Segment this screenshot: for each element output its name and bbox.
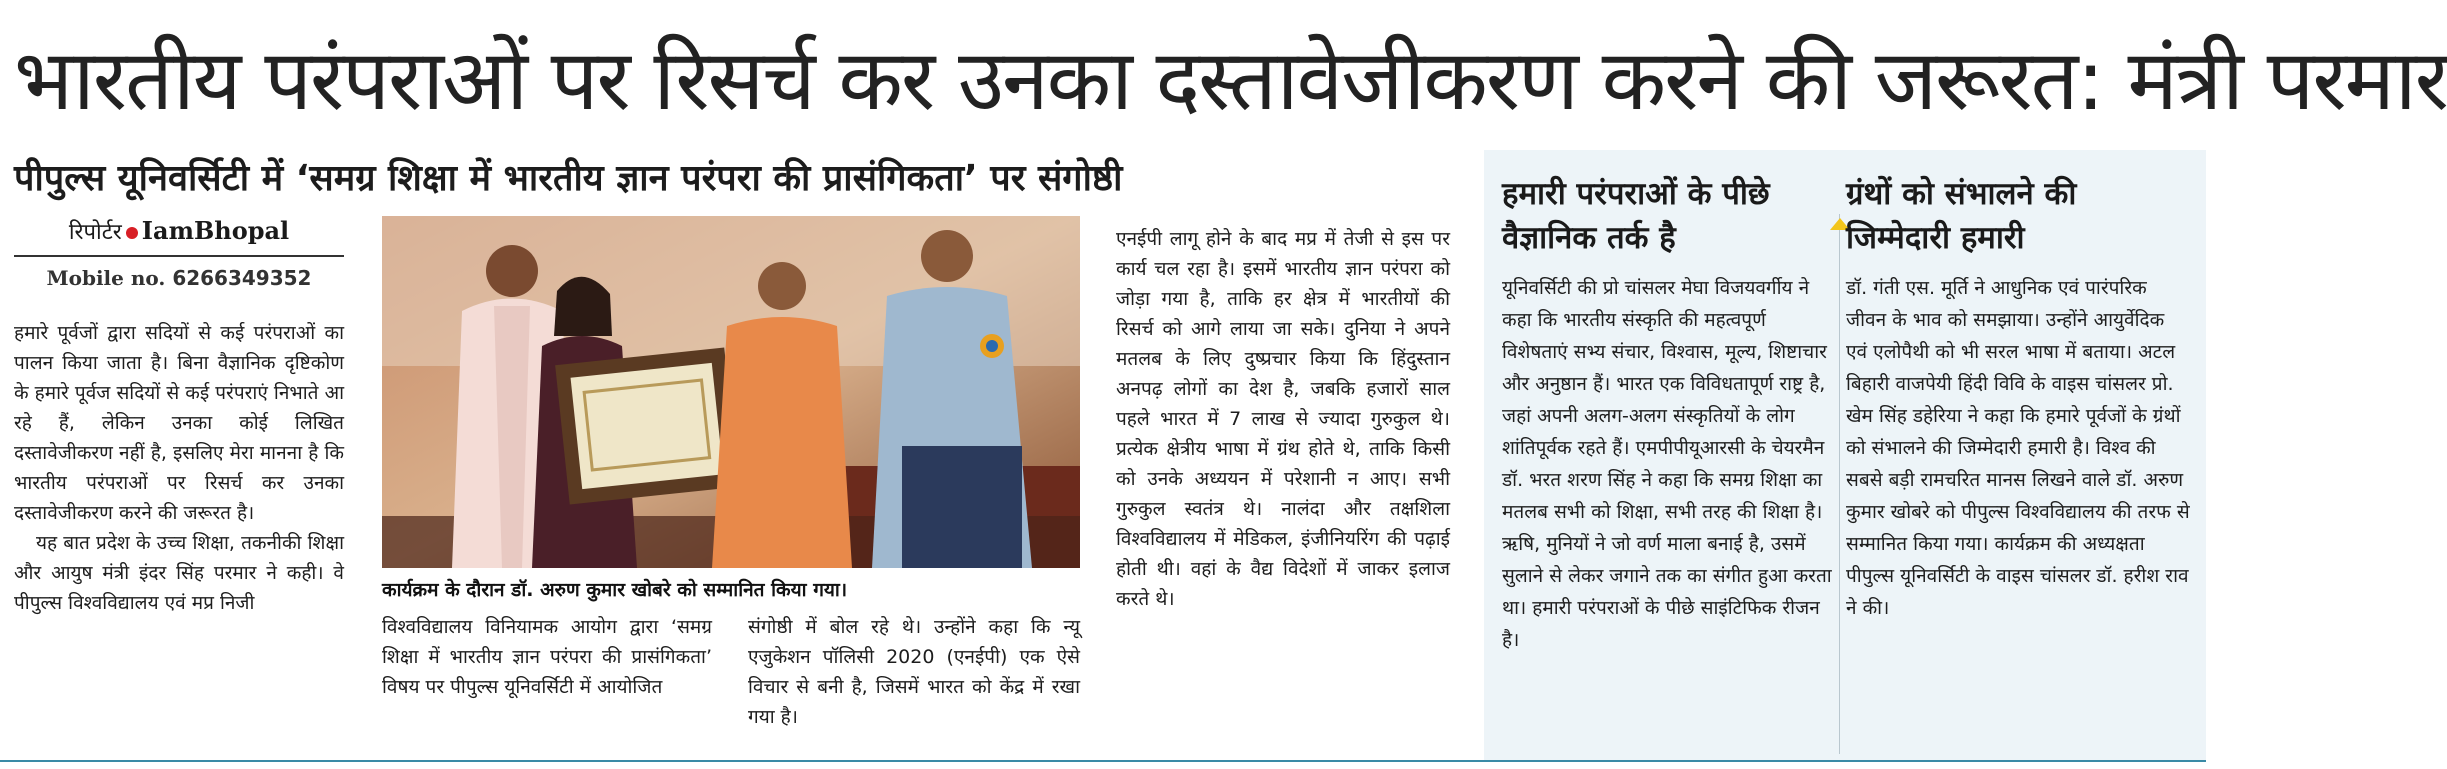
article-column-4 <box>1116 224 1450 744</box>
sidebar-box-2 <box>1846 172 2191 742</box>
article-column-1 <box>14 318 344 738</box>
sidebar-divider <box>1839 214 1840 754</box>
col1-paragraph-1: हमारे पूर्वजों द्वारा सदियों से कई परंपराओं का पालन किया जाता है। बिना वैज्ञानिक दृष्टिकोण के हमारे पूर्वज सदियों से कई परंपराएं निभाते आ रहे हैं, लेकिन उनका कोई लिखित दस्तावेजीकरण नहीं है, इसलिए मेरा मानना है कि भारतीय परंपराओं पर रिसर्च कर उनका दस्तावेजीकरण करने की जरूरत है। <box>14 322 344 524</box>
sidebar-box-1-body: यूनिवर्सिटी की प्रो चांसलर मेघा विजयवर्गीय ने कहा कि भारतीय संस्कृति की महत्वपूर्ण विशेषताएं सभ्य संचार, विश्वास, मूल्य, शिष्टाचार और अनुष्ठान हैं। भारत एक विविधतापूर्ण राष्ट्र है, जहां अपनी अलग-अलग संस्कृतियों के लोग शांतिपूर्वक रहते हैं। एमपीपीयूआरसी के चेयरमैन डॉ. भरत शरण सिंह ने कहा कि समग्र शिक्षा का मतलब सभी को शिक्षा, सभी तरह की शिक्षा है। ऋषि, मुनियों ने जो वर्ण माला बनाई है, उसमें सुलाने से लेकर जगाने तक का संगीत हुआ करता था। हमारी परंपराओं के पीछे साइंटिफिक रीजन है। <box>1502 277 1832 651</box>
mobile-label: Mobile no. <box>46 266 166 290</box>
reporter-line <box>14 215 344 249</box>
article-column-3 <box>748 612 1080 742</box>
col1-paragraph-2: यह बात प्रदेश के उच्च शिक्षा, तकनीकी शिक्षा और आयुष मंत्री इंदर सिंह परमार ने कही। वे पीपुल्स विश्वविद्यालय एवं मप्र निजी <box>14 532 344 614</box>
col2-paragraph: विश्वविद्यालय विनियामक आयोग द्वारा ‘समग्र शिक्षा में भारतीय ज्ञान परंपरा की प्रासंगिकता’ विषय पर पीपुल्स यूनिवर्सिटी में आयोजित <box>382 616 712 698</box>
byline-rule <box>14 255 344 257</box>
col4-paragraph: एनईपी लागू होने के बाद मप्र में तेजी से इस पर कार्य चल रहा है। इसमें भारतीय ज्ञान परंपरा को जोड़ा गया है, ताकि हर क्षेत्र में भारतीयों की रिसर्च को आगे लाया जा सके। दुनिया ने अपने मतलब के लिए दुष्प्रचार किया कि हिंदुस्तान अनपढ़ लोगों का देश है, जबकि हजारों साल पहले भारत में 7 लाख से ज्यादा गुरुकुल थे। प्रत्येक क्षेत्रीय भाषा में ग्रंथ होते थे, ताकि किसी को उनके अध्ययन में परेशानी न आए। सभी गुरुकुल स्वतंत्र थे। नालंदा और तक्षशिला विश्वविद्यालय में मेडिकल, इंजीनियरिंग की पढ़ाई होती थी। वहां के वैद्य विदेशों में जाकर इलाज करते थे। <box>1116 228 1450 610</box>
reporter-label: रिपोर्टर <box>68 220 122 245</box>
sidebar-box-1 <box>1502 172 1836 742</box>
sidebar-box-1-heading: हमारी परंपराओं के पीछे वैज्ञानिक तर्क है <box>1502 176 1770 256</box>
mobile-number: 6266349352 <box>172 266 312 290</box>
bottom-rule <box>0 760 2206 762</box>
event-photo <box>382 216 1080 568</box>
photo-caption: कार्यक्रम के दौरान डॉ. अरुण कुमार खोबरे को सम्मानित किया गया। <box>382 579 848 601</box>
byline <box>14 215 344 293</box>
mobile-line <box>14 263 344 293</box>
sidebar-box-2-body: डॉ. गंती एस. मूर्ति ने आधुनिक एवं पारंपरिक जीवन के भाव को समझाया। उन्होंने आयुर्वेदिक एवं एलोपैथी को भी सरल भाषा में बताया। अटल बिहारी वाजपेयी हिंदी विवि के वाइस चांसलर प्रो. खेम सिंह डहेरिया ने कहा कि हमारे पूर्वजों के ग्रंथों को संभालने की जिम्मेदारी हमारी है। विश्व की सबसे बड़ी रामचरित मानस लिखने वाले डॉ. अरुण कुमार खोबरे को पीपुल्स विश्वविद्यालय की तरफ से सम्मानित किया गया। कार्यक्रम की अध्यक्षता पीपुल्स यूनिवर्सिटी के वाइस चांसलर डॉ. हरीश राव ने की। <box>1846 277 2190 619</box>
article-column-2 <box>382 612 712 742</box>
subheadline: पीपुल्स यूनिवर्सिटी में ‘समग्र शिक्षा में भारतीय ज्ञान परंपरा की प्रासंगिकता’ पर संगोष्ठी <box>14 158 1123 199</box>
reporter-site: IamBhopal <box>141 216 290 245</box>
sidebar-box-2-heading: ग्रंथों को संभालने की जिम्मेदारी हमारी <box>1846 176 2077 256</box>
headline: भारतीय परंपराओं पर रिसर्च कर उनका दस्तावेजीकरण करने की जरूरत: मंत्री परमार <box>14 31 2447 129</box>
col3-paragraph: संगोष्ठी में बोल रहे थे। उन्होंने कहा कि न्यू एजुकेशन पॉलिसी 2020 (एनईपी) एक ऐसे विचार से बनी है, जिसमें भारत को केंद्र में रखा गया है। <box>748 616 1080 728</box>
red-dot-icon <box>126 227 138 239</box>
event-photo-illustration <box>382 216 1080 568</box>
